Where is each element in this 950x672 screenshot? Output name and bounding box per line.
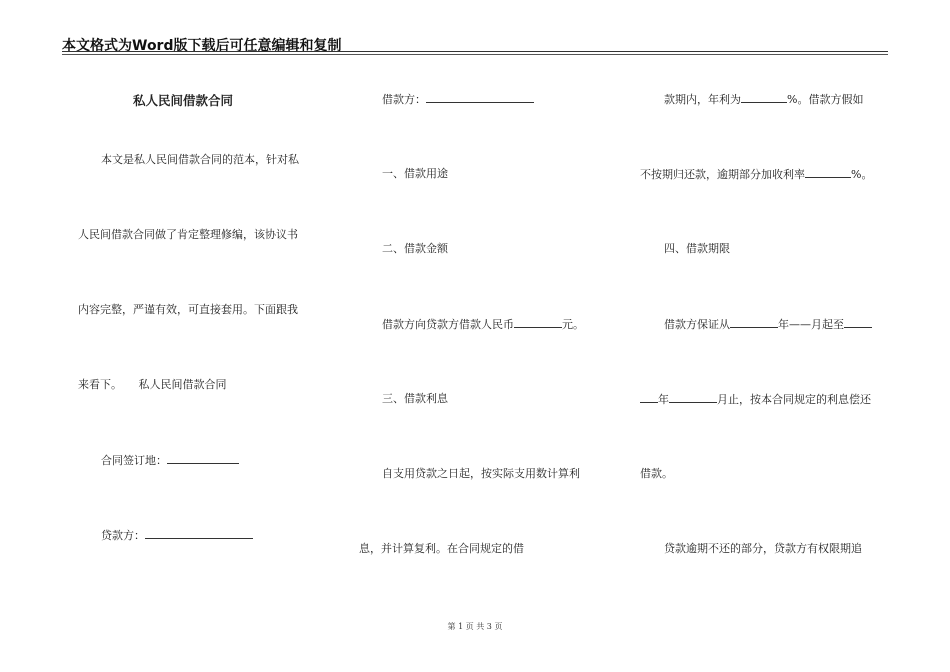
- term-line-1: [664, 317, 872, 332]
- term-line-2: [640, 392, 871, 407]
- term-end-month-blank: [669, 392, 717, 403]
- lender-blank: [145, 528, 253, 539]
- page-footer: 第 1 页 共 3 页: [447, 622, 503, 631]
- header-rule: [62, 51, 888, 52]
- document-header: 本文格式为Word版下载后可任意编辑和复制: [62, 38, 342, 54]
- term-line-3: 借款。: [640, 467, 673, 480]
- term-text-a: 借款方保证从: [664, 318, 730, 331]
- intro-line-2: 人民间借款合同做了肯定整理修编，该协议书: [78, 228, 298, 241]
- intro-line-4: 来看下。 私人民间借款合同: [78, 378, 227, 391]
- rate-line-1: [664, 92, 863, 107]
- contract-title: 私人民间借款合同: [133, 93, 234, 108]
- signing-place-line: [101, 453, 239, 468]
- overdue-line: 贷款逾期不还的部分，贷款方有权限期追: [664, 542, 862, 555]
- borrower-line: [382, 92, 534, 107]
- signing-place-blank: [167, 453, 239, 464]
- header-rule-thin: [62, 54, 888, 55]
- borrower-label: 借款方：: [382, 93, 426, 106]
- lender-line: [101, 528, 253, 543]
- intro-line-3: 内容完整，严谨有效，可直接套用。下面跟我: [78, 303, 298, 316]
- section-3-heading: 三、借款利息: [382, 392, 448, 405]
- term-year-text: 年: [658, 393, 669, 406]
- rate-blank: [741, 92, 787, 103]
- overdue-text-b: %。: [851, 168, 873, 181]
- interest-line-1: 自支用贷款之日起，按实际支用数计算利: [382, 467, 580, 480]
- signing-place-label: 合同签订地：: [101, 454, 167, 467]
- amount-text-b: 元。: [562, 318, 584, 331]
- section-1-heading: 一、借款用途: [382, 167, 448, 180]
- amount-blank: [514, 317, 562, 328]
- term-start-year-blank: [730, 317, 778, 328]
- rate-text-b: %。借款方假如: [787, 93, 864, 106]
- lender-label: 贷款方：: [101, 529, 145, 542]
- amount-text-a: 借款方向贷款方借款人民币: [382, 318, 514, 331]
- section-4-heading: 四、借款期限: [664, 242, 730, 255]
- term-text-c: 月止，按本合同规定的利息偿还: [717, 393, 871, 406]
- amount-line: [382, 317, 584, 332]
- intro-line-1: 本文是私人民间借款合同的范本，针对私: [101, 153, 299, 166]
- interest-line-2: 息，并计算复利。在合同规定的借: [359, 542, 524, 555]
- term-text-b: 年——月起至: [778, 318, 844, 331]
- term-end-blank-b: [640, 392, 658, 403]
- rate-line-2: [640, 167, 872, 182]
- overdue-text-a: 不按期归还款，逾期部分加收利率: [640, 168, 805, 181]
- section-2-heading: 二、借款金额: [382, 242, 448, 255]
- term-end-blank-a: [844, 317, 872, 328]
- rate-text-a: 款期内，年利为: [664, 93, 741, 106]
- borrower-blank: [426, 92, 534, 103]
- overdue-rate-blank: [805, 167, 851, 178]
